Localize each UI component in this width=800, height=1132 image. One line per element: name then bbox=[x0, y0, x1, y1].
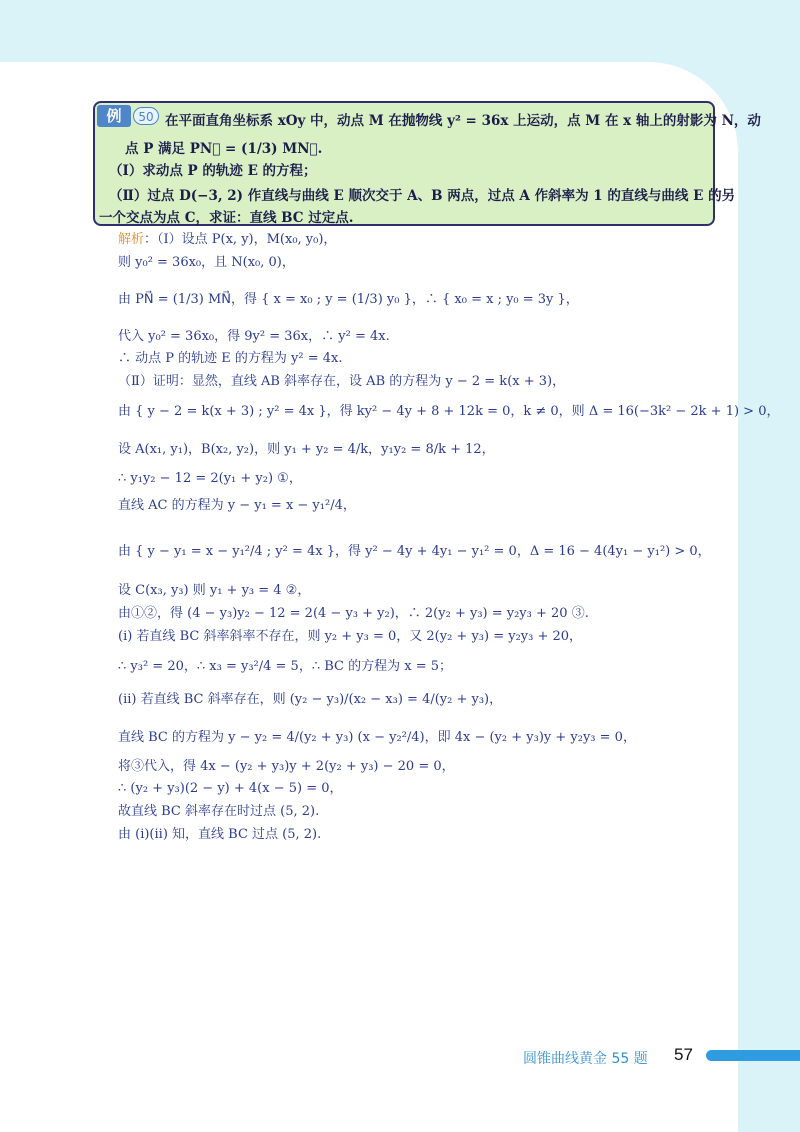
solution-line-16: (ii) 若直线 BC 斜率存在，则 (y₂ − y₃)/(x₂ − x₃) = 4/(y₂ + y₃)， bbox=[118, 692, 503, 707]
solution-line-21: 由 (i)(ii) 知，直线 BC 过点 (5, 2). bbox=[118, 827, 322, 842]
solution-line-4: 代入 y₀² = 36x₀，得 9y² = 36x，∴ y² = 4x. bbox=[118, 329, 390, 344]
problem-part-1: （Ⅰ）求动点 P 的轨迹 E 的方程； bbox=[109, 163, 317, 179]
solution-line-14: (i) 若直线 BC 斜率斜率不存在，则 y₂ + y₃ = 0，又 2(y₂ + y₃) = y₂y₃ + 20， bbox=[118, 629, 583, 644]
solution-line-18: 将③代入，得 4x − (y₂ + y₃)y + 2(y₂ + y₃) − 20 = 0， bbox=[118, 759, 455, 774]
page-number: 57 bbox=[674, 1045, 693, 1064]
problem-part-2: （Ⅱ）过点 D(−3, 2) 作直线与曲线 E 顺次交于 A、B 两点，过点 A 作斜率为 1 的直线与曲线 E 的另 bbox=[109, 188, 736, 204]
problem-box bbox=[93, 101, 761, 226]
solution-line-6: （Ⅱ）证明：显然，直线 AB 斜率存在，设 AB 的方程为 y − 2 = k(x + 3)， bbox=[118, 374, 566, 389]
solution-line-11: 由 { y − y₁ = x − y₁²/4 ; y² = 4x }，得 y² − 4y + 4y₁ − y₁² = 0，Δ = 16 − 4(4y₁ − y₁²) > 0， bbox=[118, 544, 711, 559]
solution-line-2: 则 y₀² = 36x₀，且 N(x₀, 0)， bbox=[118, 255, 295, 270]
example-tag: 例 bbox=[97, 105, 131, 127]
solution-line-7: 由 { y − 2 = k(x + 3) ; y² = 4x }，得 ky² − 4y + 8 + 12k = 0，k ≠ 0，则 Δ = 16(−3k² − 2k + 1) > 0， bbox=[118, 404, 780, 419]
solution-line-13: 由①②，得 (4 − y₃)y₂ − 12 = 2(4 − y₃ + y₂)，∴ 2(y₂ + y₃) = y₂y₃ + 20 ③. bbox=[118, 606, 589, 621]
solution-line-8: 设 A(x₁, y₁)，B(x₂, y₂)，则 y₁ + y₂ = 4/k，y₁y₂ = 8/k + 12， bbox=[118, 442, 495, 457]
example-number: 50 bbox=[133, 107, 159, 125]
solution-line-1 bbox=[118, 228, 336, 247]
problem-line-1: 在平面直角坐标系 xOy 中，动点 M 在抛物线 y² = 36x 上运动，点 M 在 x 轴上的射影为 N，动 bbox=[165, 113, 761, 129]
solution-line-20: 故直线 BC 斜率存在时过点 (5, 2). bbox=[118, 804, 320, 819]
solution-line-17: 直线 BC 的方程为 y − y₂ = 4/(y₂ + y₃) (x − y₂²/4)，即 4x − (y₂ + y₃)y + y₂y₃ = 0， bbox=[118, 730, 636, 745]
problem-line-2: 点 P 满足 PN⃗ = (1/3) MN⃗. bbox=[125, 141, 323, 157]
solution-line-19: ∴ (y₂ + y₃)(2 − y) + 4(x − 5) = 0， bbox=[118, 781, 343, 796]
solution-line-9: ∴ y₁y₂ − 12 = 2(y₁ + y₂) ①， bbox=[118, 471, 302, 486]
analysis-label: 解析 bbox=[118, 232, 145, 247]
solution-text-1: ：（Ⅰ）设点 P(x, y)，M(x₀, y₀)， bbox=[144, 232, 337, 247]
solution-line-3: 由 PN⃗ = (1/3) MN⃗，得 { x = x₀ ; y = (1/3) y₀ }，∴ { x₀ = x ; y₀ = 3y }， bbox=[118, 292, 579, 307]
solution-line-5: ∴ 动点 P 的轨迹 E 的方程为 y² = 4x. bbox=[118, 351, 343, 366]
footer-book-title: 圆锥曲线黄金 55 题 bbox=[523, 1051, 648, 1067]
solution-line-15: ∴ y₃² = 20，∴ x₃ = y₃²/4 = 5，∴ BC 的方程为 x = 5； bbox=[118, 659, 452, 674]
solution-line-10: 直线 AC 的方程为 y − y₁ = x − y₁²/4， bbox=[118, 498, 356, 513]
problem-part-2-cont: 一个交点为点 C，求证：直线 BC 过定点. bbox=[99, 210, 354, 226]
footer-accent-bar bbox=[706, 1050, 800, 1061]
solution-line-12: 设 C(x₃, y₃) 则 y₁ + y₃ = 4 ②， bbox=[118, 583, 311, 598]
